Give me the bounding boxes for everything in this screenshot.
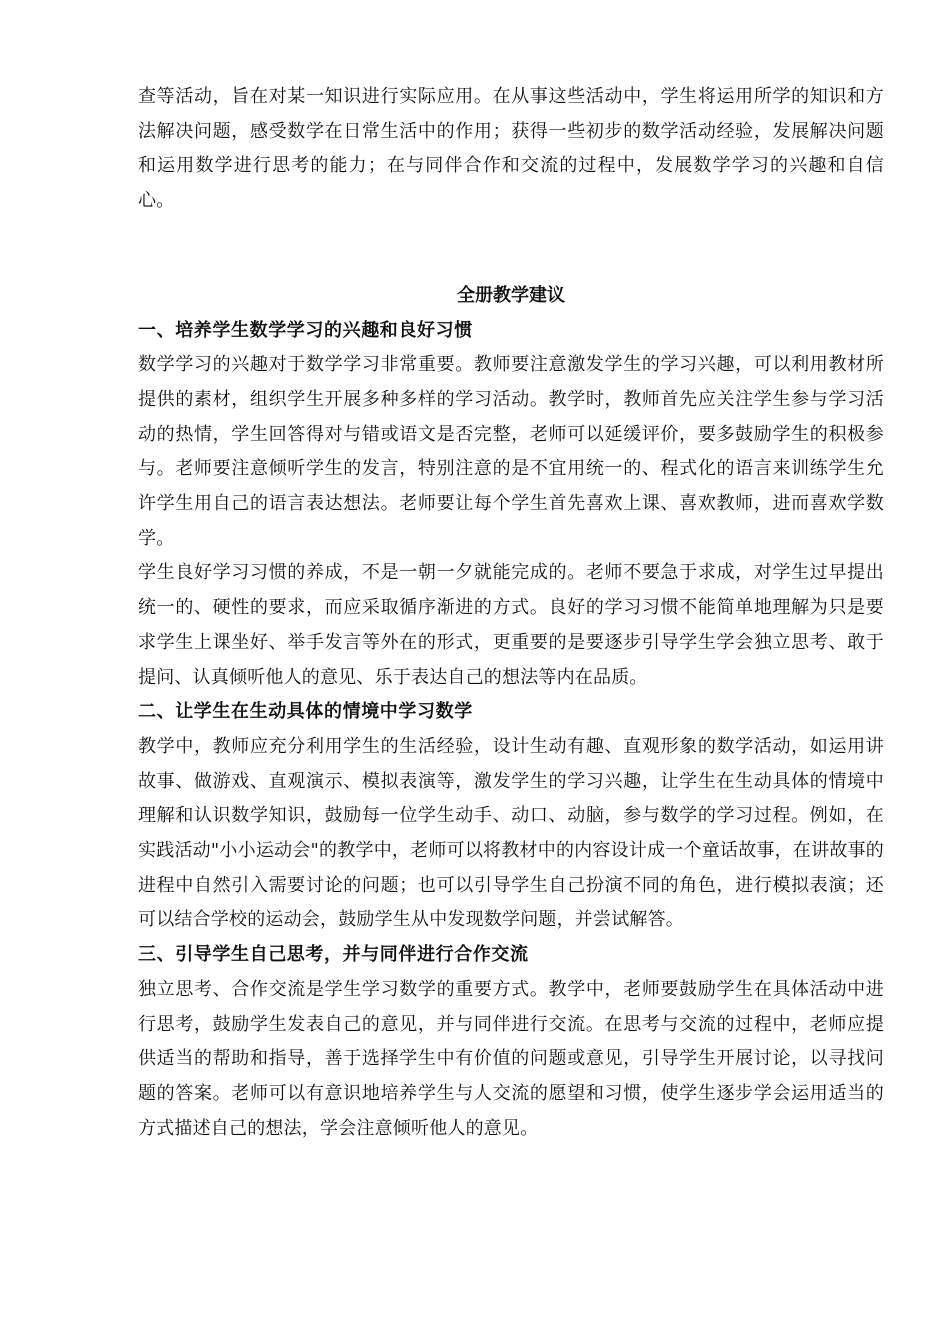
section-2-paragraph-1: 教学中，教师应充分利用学生的生活经验，设计生动有趣、直观形象的数学活动，如运用讲故事、做游戏、直观演示、模拟表演等，激发学生的学习兴趣，让学生在生动具体的情境中理解和认识数学知识，鼓励每一位学生动手、动口、动脑，参与数学的学习过程。例如，在实践活动"小小运动会"的教学中，老师可以将教材中的内容设计成一个童话故事，在讲故事的进程中自然引入需要讨论的问题；也可以引导学生自己扮演不同的角色，进行模拟表演；还可以结合学校的运动会，鼓励学生从中发现数学问题，并尝试解答。 xyxy=(138,735,884,931)
section-1-heading: 一、培养学生数学学习的兴趣和良好习惯 xyxy=(138,319,473,341)
section-spacer xyxy=(138,219,884,279)
section-1-paragraph-2: 学生良好学习习惯的养成，不是一朝一夕就能完成的。老师不要急于求成，对学生过早提出统一的、硬性的要求，而应采取循序渐进的方式。良好的学习习惯不能简单地理解为只是要求学生上课坐好、举手发言等外在的形式，更重要的是要逐步引导学生学会独立思考、敢于提问、认真倾听他人的意见、乐于表达自己的想法等内在品质。 xyxy=(138,562,884,688)
section-title: 全册教学建议 xyxy=(457,284,565,306)
document-page xyxy=(138,80,884,1146)
section-3-heading: 三、引导学生自己思考，并与同伴进行合作交流 xyxy=(138,944,529,966)
section-1-paragraph-1: 数学学习的兴趣对于数学学习非常重要。教师要注意激发学生的学习兴趣，可以利用教材所提供的素材，组织学生开展多种多样的学习活动。教学时，教师首先应关注学生参与学习活动的热情，学生回答得对与错或语文是否完整，老师可以延缓评价，要多鼓励学生的积极参与。老师要注意倾听学生的发言，特别注意的是不宜用统一的、程式化的语言来训练学生允许学生用自己的语言表达想法。老师要让每个学生首先喜欢上课、喜欢教师，进而喜欢学数学。 xyxy=(138,354,884,549)
section-3-paragraph-1: 独立思考、合作交流是学生学习数学的重要方式。教学中，老师要鼓励学生在具体活动中进行思考，鼓励学生发表自己的意见，并与同伴进行交流。在思考与交流的过程中，老师应提供适当的帮助和指导，善于选择学生中有价值的问题或意见，引导学生开展讨论，以寻找问题的答案。老师可以有意识地培养学生与人交流的愿望和习惯，使学生逐步学会运用适当的方式描述自己的想法，学会注意倾听他人的意见。 xyxy=(138,978,884,1139)
section-2-heading: 二、让学生在生动具体的情境中学习数学 xyxy=(138,701,473,723)
intro-paragraph: 查等活动，旨在对某一知识进行实际应用。在从事这些活动中，学生将运用所学的知识和方法解决问题，感受数学在日常生活中的作用；获得一些初步的数学活动经验，发展解决问题和运用数学进行思考的能力；在与同伴合作和交流的过程中，发展数学学习的兴趣和自信心。 xyxy=(138,86,884,212)
